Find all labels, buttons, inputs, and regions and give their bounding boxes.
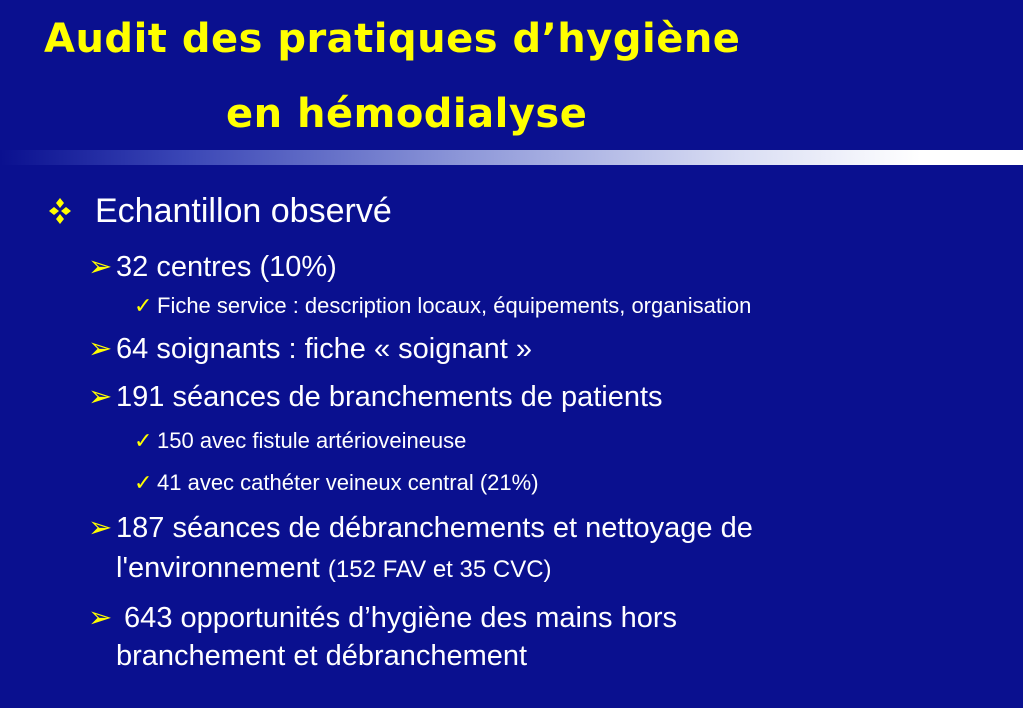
list-item: Fiche service : description locaux, équipements, organisation <box>157 293 752 318</box>
list-item-line-2: branchement et débranchement <box>116 640 528 672</box>
arrowhead-icon: ➢ <box>88 512 113 544</box>
title-line-2: en hémodialyse <box>226 91 588 137</box>
list-item: 191 séances de branchements de patients <box>116 381 663 413</box>
arrowhead-icon: ➢ <box>88 381 113 413</box>
list-item: 150 avec fistule artérioveineuse <box>157 428 467 453</box>
heading-echantillon: Echantillon observé <box>95 192 392 230</box>
arrowhead-icon: ➢ <box>88 251 113 283</box>
list-item-line-1: 643 opportunités d’hygiène des mains hors <box>116 602 678 634</box>
list-item-main: l'environnement <box>116 552 320 584</box>
title-line-1: Audit des pratiques d’hygiène <box>44 16 741 62</box>
list-item: 32 centres (10%) <box>116 251 337 283</box>
list-item-note: (152 FAV et 35 CVC) <box>327 556 552 583</box>
list-item-line-1: 187 séances de débranchements et nettoyage de <box>116 512 753 544</box>
list-item: 41 avec cathéter veineux central (21%) <box>157 470 539 495</box>
checkmark-icon: ✓ <box>134 470 153 495</box>
checkmark-icon: ✓ <box>134 293 153 318</box>
arrowhead-icon: ➢ <box>88 602 113 634</box>
list-item-line-2 <box>116 550 552 588</box>
arrowhead-icon: ➢ <box>88 333 113 365</box>
checkmark-icon: ✓ <box>134 428 153 453</box>
four-diamonds-icon <box>45 196 75 226</box>
list-item: 64 soignants : fiche « soignant » <box>116 333 532 365</box>
